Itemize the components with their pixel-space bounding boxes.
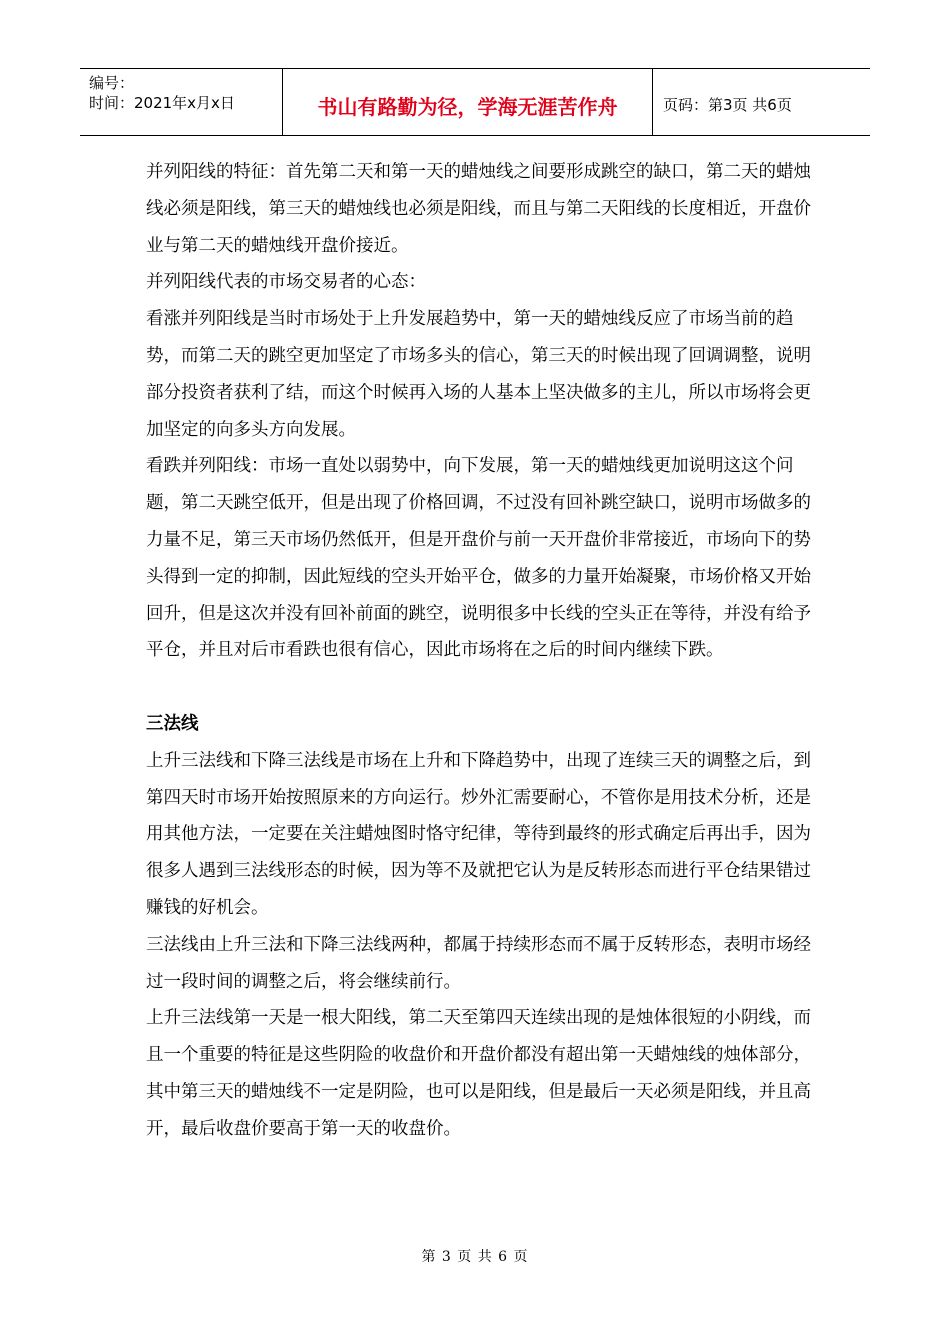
paragraph-bearish-parallel: 看跌并列阳线：市场一直处以弱势中，向下发展，第一天的蜡烛线更加说明这这个问题，第二天跳空低开，但是出现了价格回调，不过没有回补跳空缺口，说明市场做多的力量不足，第三天市场仍然低开，但是开盘价与前一天开盘价非常接近，市场向下的势头得到一定的抑制，因此短线的空头开始平仓，做多的力量开始凝聚，市场价格又开始回升，但是这次并没有回补前面的跳空，说明很多中长线的空头正在等待，并没有给予平仓，并且对后市看跌也很有信心，因此市场将在之后的时间内继续下跌。 [146,456,811,661]
header-motto: 书山有路勤为径，学海无涯苦作舟 [283,69,653,135]
page-footer: 第 3 页 共 6 页 [421,1249,529,1265]
paragraph-three-methods-intro: 上升三法线和下降三法线是市场在上升和下降趋势中，出现了连续三天的调整之后，到第四天时市场开始按照原来的方向运行。炒外汇需要耐心，不管你是用技术分析，还是用其他方法，一定要在关注蜡烛图时恪守纪律，等待到最终的形式确定后再出手，因为很多人遇到三法线形态的时候，因为等不及就把它认为是反转形态而进行平仓结果错过赚钱的好机会。 [146,750,811,918]
section-spacer [146,669,826,706]
paragraph-parallel-psychology-title: 并列阳线代表的市场交易者的心态： [146,272,426,293]
page-header [80,68,870,136]
paragraph-three-methods-types: 三法线由上升三法和下降三法线两种，都属于持续形态而不属于反转形态，表明市场经过一段时间的调整之后，将会继续前行。 [146,934,811,992]
paragraph-bullish-parallel: 看涨并列阳线是当时市场处于上升发展趋势中，第一天的蜡烛线反应了市场当前的趋势，而第二天的跳空更加坚定了市场多头的信心，第三天的时候出现了回调调整，说明部分投资者获利了结，而这个时候再入场的人基本上坚决做多的主儿，所以市场将会更加坚定的向多头方向发展。 [146,309,811,440]
section-heading: 三法线 [146,713,199,734]
document-number: 编号： [89,74,135,92]
document-body [146,154,826,1148]
paragraph-rising-three-methods: 上升三法线第一天是一根大阳线，第二天至第四天连续出现的是烛体很短的小阴线，而且一个重要的特征是这些阴险的收盘价和开盘价都没有超出第一天蜡烛线的烛体部分，其中第三天的蜡烛线不一定是阴险，也可以是阳线，但是最后一天必须是阳线，并且高开，最后收盘价要高于第一天的收盘价。 [146,1008,811,1139]
header-meta [80,69,283,135]
paragraph-parallel-features: 并列阳线的特征：首先第二天和第一天的蜡烛线之间要形成跳空的缺口，第二天的蜡烛线必须是阳线，第三天的蜡烛线也必须是阳线，而且与第二天阳线的长度相近，开盘价业与第二天的蜡烛线开盘价接近。 [146,162,811,256]
header-page-number: 页码：第3页 共6页 [663,95,792,114]
document-date: 时间：2021年x月x日 [89,94,235,112]
